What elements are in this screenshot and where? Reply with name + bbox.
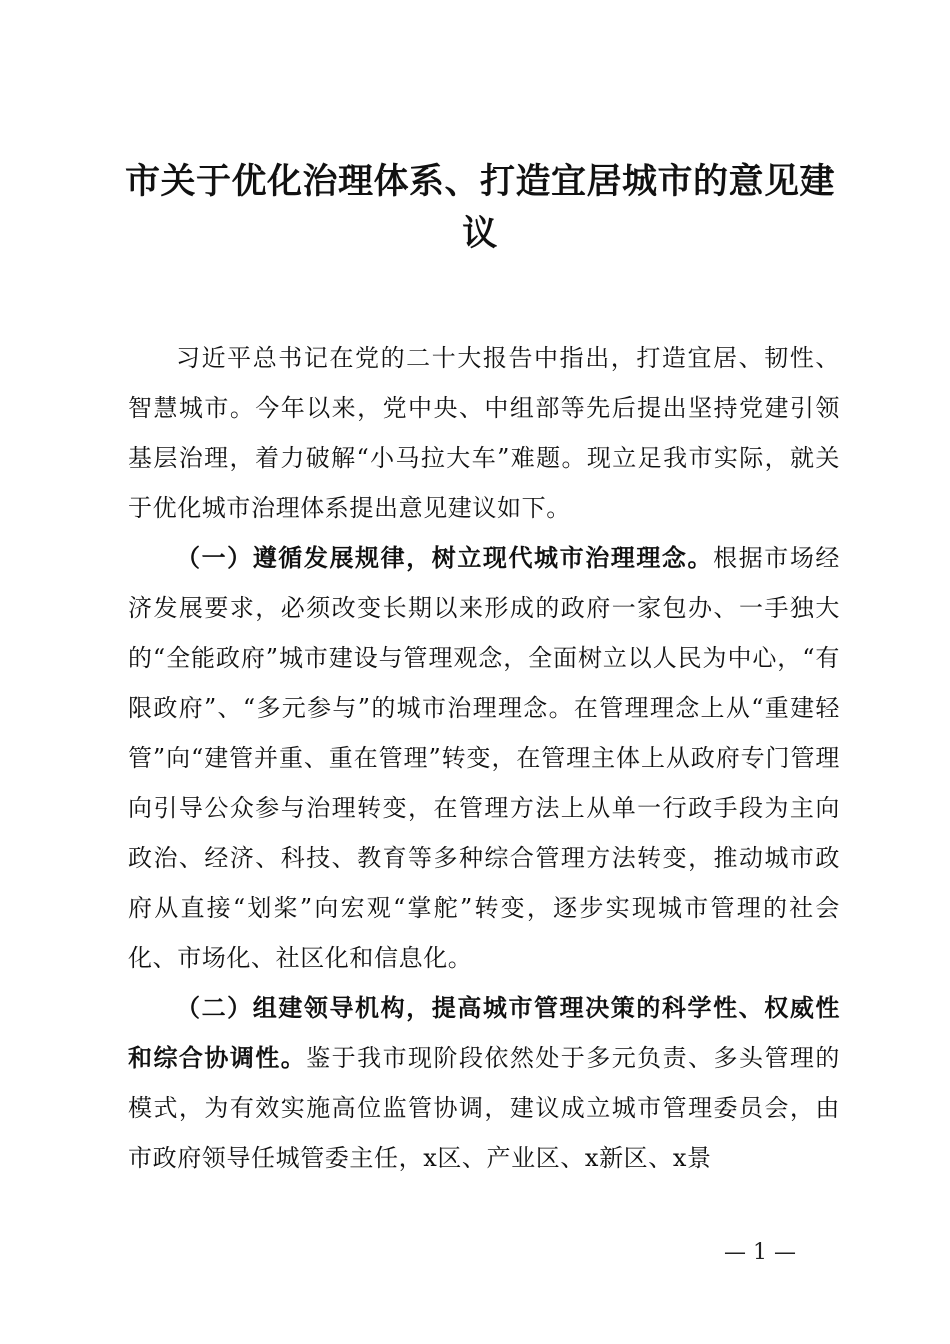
section-1-text: 根据市场经济发展要求，必须改变长期以来形成的政府一家包办、一手独大的“全能政府”城市建设与管理观念，全面树立以人民为中心，“有限政府”、“多元参与”的城市治理理念。在管理理念上从“重建轻管”向“建管并重、重在管理”转变，在管理主体上从政府专门管理向引导公众参与治理转变，在管理方法上从单一行政手段为主向政治、经济、科技、教育等多种综合管理方法转变，推动城市政府从直接“划桨”向宏观“掌舵”转变，逐步实现城市管理的社会化、市场化、社区化和信息化。 xyxy=(128,544,840,972)
section-2-text: 鉴于我市现阶段依然处于多元负责、多头管理的模式，为有效实施高位监管协调，建议成立城市管理委员会，由市政府领导任城管委主任，x区、产业区、x新区、x景 xyxy=(128,1044,840,1172)
paragraph-intro-text: 习近平总书记在党的二十大报告中指出，打造宜居、韧性、智慧城市。今年以来，党中央、中组部等先后提出坚持党建引领基层治理，着力破解“小马拉大车”难题。现立足我市实际，就关于优化城市治理体系提出意见建议如下。 xyxy=(128,344,840,522)
paragraph-section-1 xyxy=(128,533,840,983)
document-body xyxy=(128,333,840,1183)
document-title: 市关于优化治理体系、打造宜居城市的意见建议 xyxy=(124,162,835,254)
page-number: — 1 — xyxy=(724,1240,796,1265)
section-1-heading: （一）遵循发展规律，树立现代城市治理理念。 xyxy=(176,544,714,572)
paragraph-intro xyxy=(128,333,840,533)
paragraph-section-2 xyxy=(128,983,840,1183)
section-2-heading: （二）组建领导机构，提高城市管理决策的科学性、权威性和综合协调性。 xyxy=(128,994,840,1072)
